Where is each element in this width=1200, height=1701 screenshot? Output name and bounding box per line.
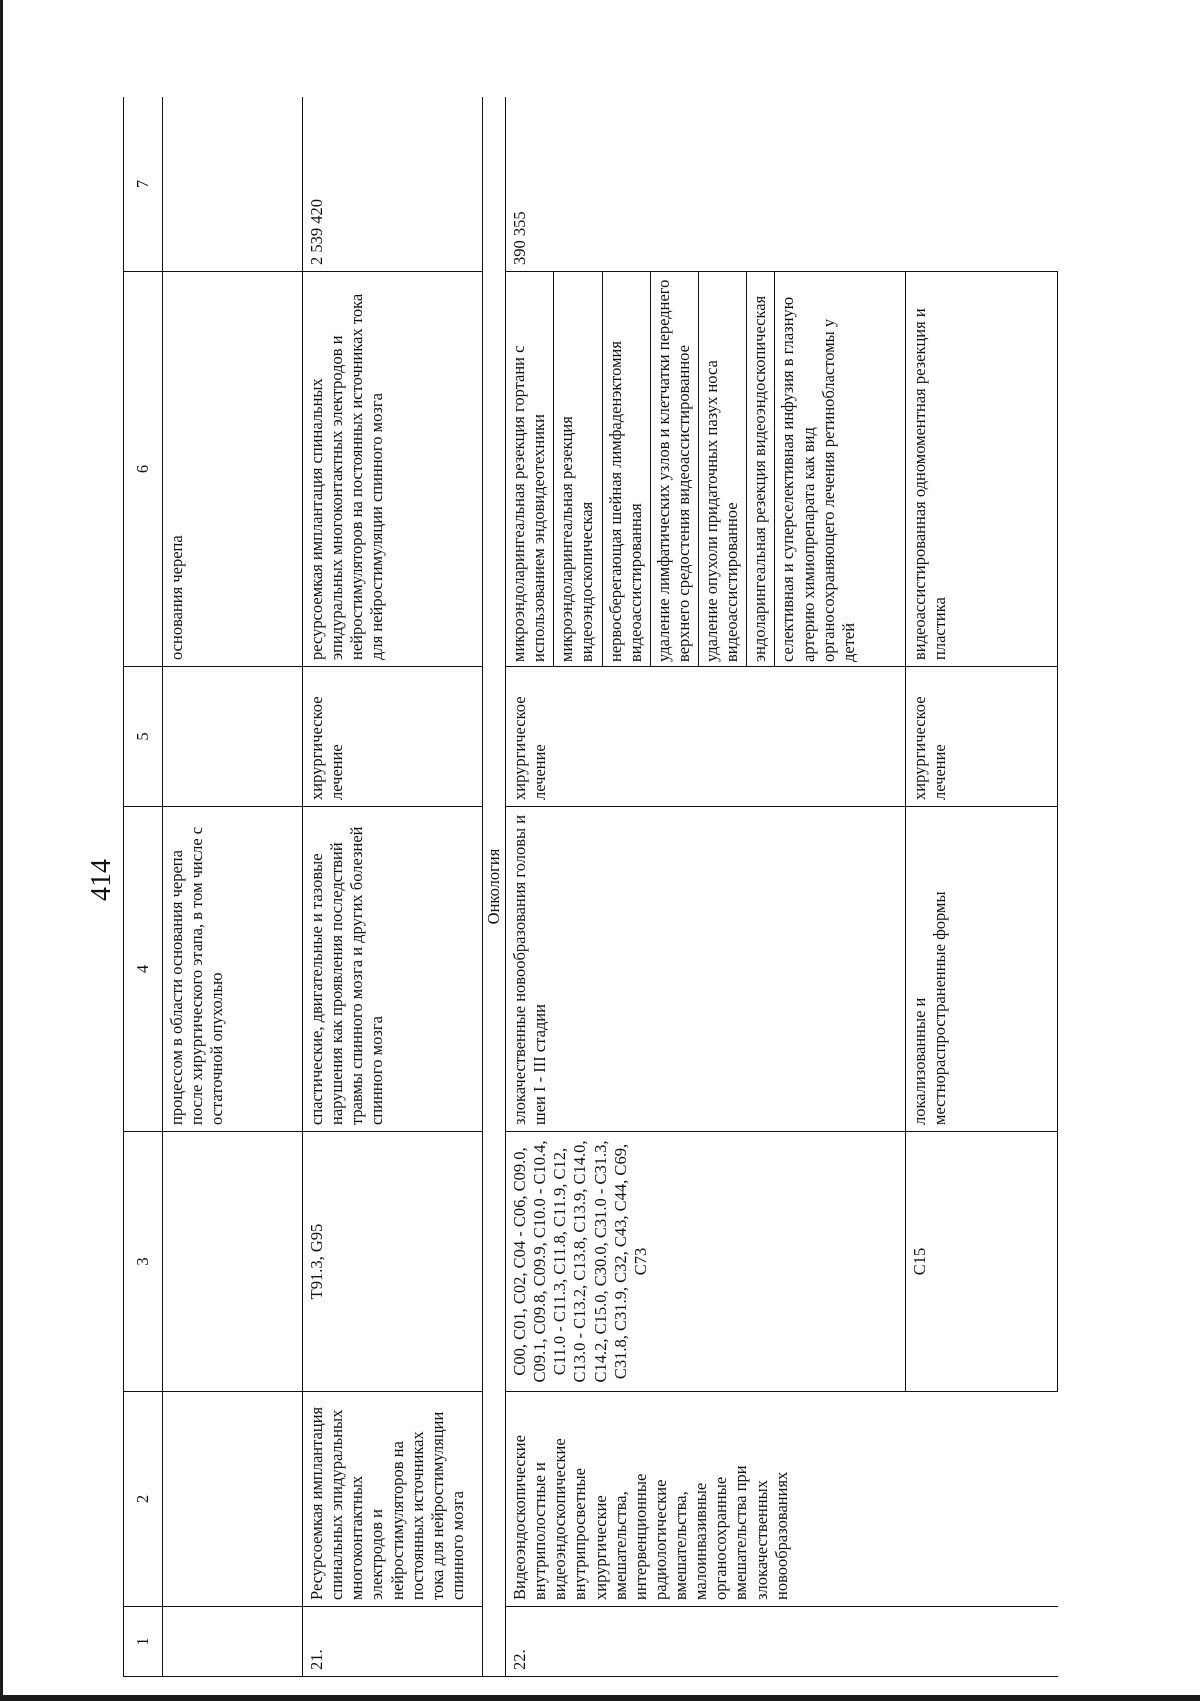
- row22b-method: видеоассистированная одномоментная резекция и пластика: [906, 272, 1058, 667]
- row22-method-6: эндоларингеальная резекция видеоэндоскопическая: [747, 272, 775, 666]
- row21-diagnosis: спастические, двигательные и тазовые нарушения как проявления последствий травмы спинного мозга и других болезней спинного мозга: [303, 807, 483, 1132]
- row22-method-2: микроэндоларингеальная резекция видеоэндоскопическая: [554, 272, 602, 666]
- row21-cost: 2 539 420: [303, 97, 483, 272]
- header-col-3: 3: [124, 1132, 163, 1392]
- table-row-22: [506, 97, 906, 1677]
- page-number: 414: [86, 859, 117, 901]
- row21-treatment: хирургическое лечение: [303, 667, 483, 807]
- document-sheet: [123, 97, 1058, 1677]
- section-title: Онкология: [483, 97, 506, 1677]
- header-col-6: 6: [124, 272, 163, 667]
- continuation-method: основания черепа: [163, 272, 303, 667]
- section-row: [483, 97, 506, 1677]
- row22-codes: C00, C01, C02, C04 - C06, C09.0, C09.1, C09.8, C09.9, C10.0 - C10.4, C11.0 - C11.3, C11.8, C11.9, C12, C13.0 - C13.2, C13.8, C13.9, C14.0, C14.2, C15.0, C30.0, C31.0 - C31.3, C31.8, C31.9, C32, C43, C44, C69, C73: [506, 1132, 906, 1392]
- row22b-codes: C15: [906, 1132, 1058, 1392]
- row22-method-5: удаление опухоли придаточных пазух носа видеоассистированное: [699, 272, 747, 666]
- header-col-7: 7: [124, 97, 163, 272]
- row21-codes: T91.3, G95: [303, 1132, 483, 1392]
- header-col-4: 4: [124, 807, 163, 1132]
- scan-edge-left: [0, 0, 3, 1701]
- row22b-diagnosis: локализованные и местнораспространенные формы: [906, 807, 1058, 1132]
- continuation-diagnosis: процессом в области основания черепа после хирургического этапа, в том числе с остаточной опухолью: [163, 807, 303, 1132]
- row22b-treatment: хирургическое лечение: [906, 667, 1058, 807]
- continuation-col-1: [163, 1607, 303, 1677]
- continuation-col-5: [163, 667, 303, 807]
- continuation-col-7: [163, 97, 303, 272]
- continuation-col-2: [163, 1392, 303, 1607]
- row22-name: Видеоэндоскопические внутриполостные и видеоэндоскопические внутрипросветные хирургические вмешательства, интервенционные радиологические вмешательства, малоинвазивные органосохранные вмешательства при злокачественных новообразованиях: [506, 1392, 1058, 1607]
- rotated-table-wrapper: [123, 97, 1058, 1677]
- medical-care-table: [123, 97, 1058, 1677]
- table-row-21: [303, 97, 483, 1677]
- scan-edge-bottom: [0, 1695, 1200, 1701]
- row22-method-3: нервосберегающая шейная лимфаденэктомия видеоассистированная: [603, 272, 651, 666]
- row22-diagnosis: злокачественные новообразования головы и шеи I - III стадии: [506, 807, 906, 1132]
- row22-method-4: удаление лимфатических узлов и клетчатки переднего верхнего средостения видеоассистированное: [651, 272, 699, 666]
- header-col-2: 2: [124, 1392, 163, 1607]
- header-col-1: 1: [124, 1607, 163, 1677]
- row22-method-1: микроэндоларингеальная резекция гортани с использованием эндовидеотехники: [506, 272, 554, 666]
- continuation-row: [163, 97, 303, 1677]
- row22-method-7: селективная и суперселективная инфузия в глазную артерию химиопрепарата как вид органосохраняющего лечения ретинобластомы у детей: [778, 296, 858, 662]
- row22-cost: 390 355: [506, 97, 1058, 272]
- row22-methods: [506, 272, 906, 667]
- header-row: [124, 97, 163, 1677]
- row21-number: 21.: [303, 1607, 483, 1677]
- row22-number: 22.: [506, 1607, 1058, 1677]
- row22-treatment: хирургическое лечение: [506, 667, 906, 807]
- row21-name: Ресурсоемкая имплантация спинальных эпидуральных многоконтактных электродов и нейростимуляторов на постоянных источниках тока для нейростимуляции спинного мозга: [303, 1392, 483, 1607]
- header-col-5: 5: [124, 667, 163, 807]
- continuation-col-3: [163, 1132, 303, 1392]
- row21-method: ресурсоемкая имплантация спинальных эпидуральных многоконтактных электродов и нейростимуляторов на постоянных источниках тока для нейростимуляции спинного мозга: [303, 272, 483, 667]
